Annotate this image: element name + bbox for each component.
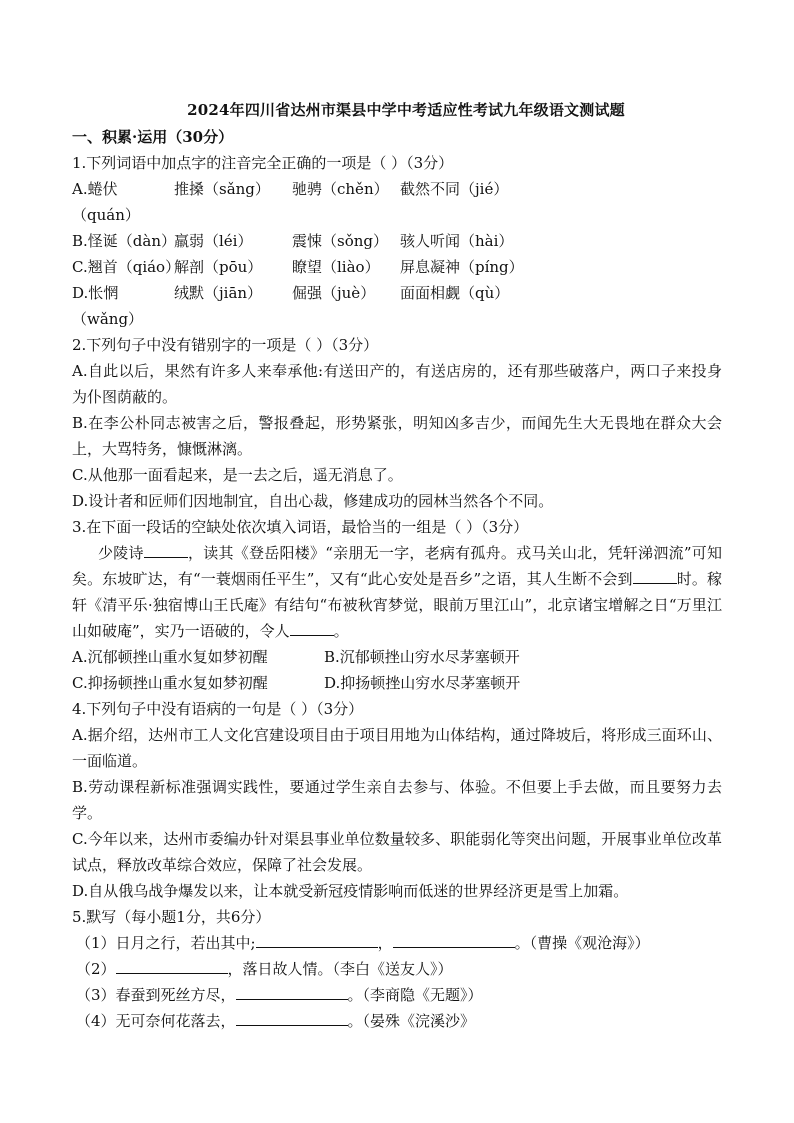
dictation-line-2 [72, 956, 722, 982]
dictation-line-1 [72, 930, 722, 956]
line-text: 。（李商隐《无题》） [347, 986, 483, 1004]
question-1-option-b [72, 228, 722, 254]
option-cell: 截然不同（jié） [400, 180, 509, 198]
option-cell: 面面相觑（qù） [400, 284, 510, 302]
question-2-option-c: C.从他那一面看起来，是一去之后，遥无消息了。 [72, 466, 403, 484]
option-cell: 驰骋（chěn） [292, 180, 389, 198]
question-4-option-a: A.据介绍，达州市工人文化宫建设项目由于项目用地为山体结构，通过降坡后，将形成三面环山、一面临道。 [72, 726, 722, 770]
passage-text: 少陵诗 [98, 544, 144, 562]
line-text: ，落日故人情。（李白《送友人》） [227, 960, 453, 978]
option-cell: A.蜷伏（quán） [72, 180, 140, 224]
exam-page [72, 98, 722, 1034]
question-2-option-b: B.在李公朴同志被害之后，警报叠起，形势紧张，明知凶多吉少，而闻先生大无畏地在群众大会上，大骂特务，慷慨淋漓。 [72, 414, 722, 458]
question-1-option-a [72, 176, 722, 228]
line-text: （3）春蚕到死丝方尽， [76, 986, 236, 1004]
question-2-stem: 2.下列句子中没有错别字的一项是（ ）（3分） [72, 336, 379, 354]
question-4-option-b: B.劳动课程新标准强调实践性，要通过学生亲自去参与、体验。不但要上手去做，而且要努力去学。 [72, 778, 722, 822]
passage-text: 时。稼轩《清平乐·独宿博山王氏庵》有结句“布被秋宵梦觉，眼前万里江山”，北京诸宝增解之日“万里江山如破庵”，实乃一语破的，令人 [72, 570, 722, 640]
option-cell: 解剖（pōu） [174, 258, 263, 276]
option-cell: D.怅惘（wǎng） [72, 284, 144, 328]
line-text: （4）无可奈何花落去， [76, 1012, 236, 1030]
line-text: （1）日月之行，若出其中; [76, 934, 256, 952]
dictation-line-3 [72, 982, 722, 1008]
option-cell: 羸弱（léi） [174, 232, 253, 250]
question-3-options-ab [72, 644, 722, 670]
passage-text: ，读其《登岳阳楼》“亲朋无一字，老病有孤舟。戎马关山北，凭轩涕泗流”可知矣。东坡旷达，有“一蓑烟雨任平生”，又有“此心安处是吾乡”之语，其人生断不会到 [72, 544, 722, 588]
answer-blank[interactable] [393, 931, 515, 948]
question-4-option-d: D.自从俄乌战争爆发以来，让本就受新冠疫情影响而低迷的世界经济更是雪上加霜。 [72, 882, 629, 900]
answer-blank[interactable] [236, 983, 348, 1000]
question-1-option-c [72, 254, 722, 280]
question-4-option-c: C.今年以来，达州市委编办针对渠县事业单位数量较多、职能弱化等突出问题，开展事业单位改革试点，释放改革综合效应，保障了社会发展。 [72, 830, 722, 874]
page-title: 2024年四川省达州市渠县中学中考适应性考试九年级语文测试题 [187, 101, 625, 119]
option-cell: 震悚（sǒng） [292, 232, 388, 250]
question-2-option-a: A.自此以后，果然有许多人来奉承他:有送田产的，有送店房的，还有那些破落户，两口子来投身为仆图荫蔽的。 [72, 362, 722, 406]
line-text: 。（曹操《观沧海》） [514, 934, 650, 952]
question-5-stem: 5.默写（每小题1分，共6分） [72, 908, 271, 926]
line-text: （2） [76, 960, 116, 978]
option-cell: 骇人听闻（hài） [400, 232, 514, 250]
question-3-option-a: A.沉郁顿挫山重水复如梦初醒 [72, 648, 268, 666]
line-text: 。（晏殊《浣溪沙》 [347, 1012, 476, 1030]
answer-blank[interactable] [290, 619, 334, 636]
question-3-stem: 3.在下面一段话的空缺处依次填入词语，最恰当的一组是（ ）（3分） [72, 518, 529, 536]
answer-blank[interactable] [116, 957, 228, 974]
answer-blank[interactable] [236, 1009, 348, 1026]
option-cell: 屏息凝神（píng） [400, 258, 524, 276]
question-3-options-cd [72, 670, 722, 696]
option-cell: C.翘首（qiáo） [72, 258, 181, 276]
option-cell: B.怪诞（dàn） [72, 232, 176, 250]
option-cell: 绒默（jiān） [174, 284, 263, 302]
answer-blank[interactable] [633, 567, 677, 584]
passage-text: 。 [333, 622, 349, 640]
answer-blank[interactable] [256, 931, 378, 948]
question-4-stem: 4.下列句子中没有语病的一句是（ ）（3分） [72, 700, 364, 718]
dictation-line-4 [72, 1008, 722, 1034]
answer-blank[interactable] [144, 541, 188, 558]
option-cell: 瞭望（liào） [292, 258, 380, 276]
question-3-option-c: C.抑扬顿挫山重水复如梦初醒 [72, 674, 268, 692]
question-3-option-b: B.沉郁顿挫山穷水尽茅塞顿开 [324, 648, 520, 666]
option-cell: 推搡（sǎng） [174, 180, 270, 198]
option-cell: 倔强（juè） [292, 284, 376, 302]
section-heading: 一、积累·运用（30分） [72, 128, 234, 146]
question-3-option-d: D.抑扬顿挫山穷水尽茅塞顿开 [324, 674, 521, 692]
question-3-passage [72, 540, 722, 644]
question-1-option-d [72, 280, 722, 332]
question-2-option-d: D.设计者和匠师们因地制宜，自出心裁，修建成功的园林当然各个不同。 [72, 492, 554, 510]
question-1-stem: 1.下列词语中加点字的注音完全正确的一项是（ ）（3分） [72, 154, 454, 172]
line-text: ， [377, 934, 393, 952]
